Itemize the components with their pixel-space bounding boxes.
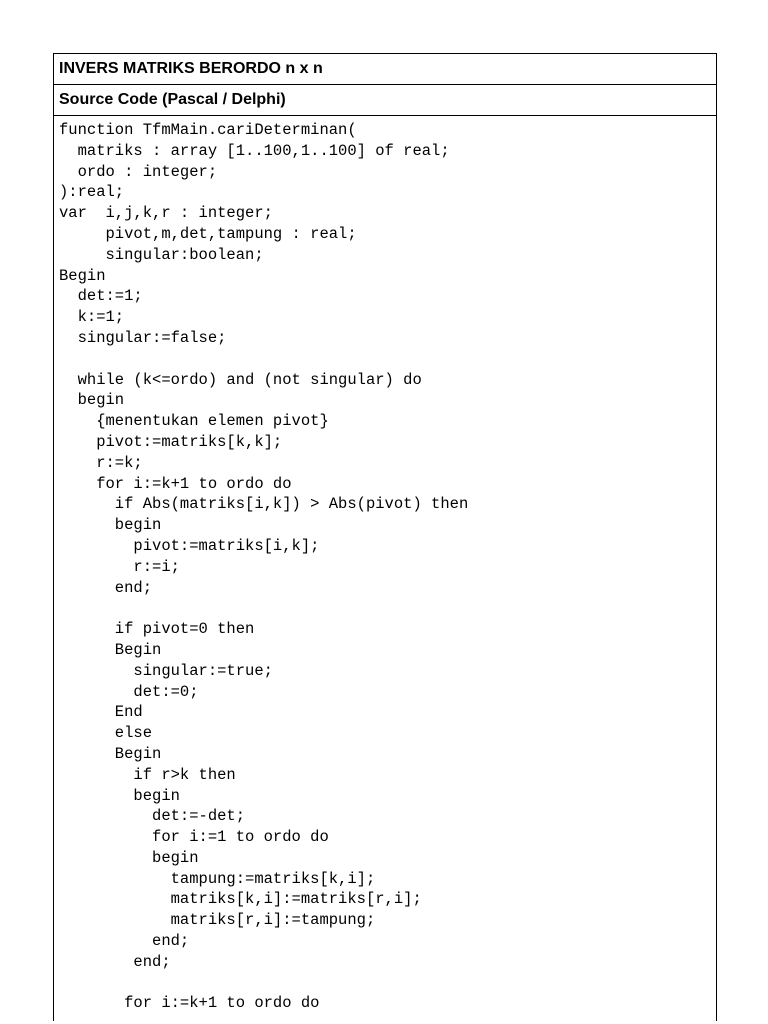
code-line: matriks[r,i]:=tampung; [59,911,376,930]
code-line: if pivot=0 then [59,620,255,639]
code-line: begin [59,786,180,805]
code-line: begin [59,391,125,410]
code-line: r:=i; [59,557,180,576]
code-line: pivot:=matriks[i,k]; [59,536,320,555]
code-line: begin [59,848,199,867]
code-line: singular:=false; [59,328,227,347]
code-line: Begin [59,266,106,285]
code-line: end; [59,578,153,597]
code-line: if Abs(matriks[i,k]) > Abs(pivot) then [59,495,469,514]
code-line: pivot,m,det,tampung : real; [59,224,357,243]
code-line: else [59,724,153,743]
code-line: Begin [59,744,162,763]
document-subtitle: Source Code (Pascal / Delphi) [54,85,716,116]
code-line: for i:=k+1 to ordo do [59,474,292,493]
code-line: Begin [59,640,162,659]
code-line: end; [59,952,171,971]
code-line: ordo : integer; [59,162,218,181]
code-line [59,349,716,370]
code-line: for i:=1 to ordo do [59,828,329,847]
code-line: pivot:=matriks[k,k]; [59,432,283,451]
code-line: while (k<=ordo) and (not singular) do [59,370,422,389]
code-line: {menentukan elemen pivot} [59,412,329,431]
code-line: singular:=true; [59,661,273,680]
code-line: if r>k then [59,765,236,784]
code-line: begin [59,516,162,535]
code-line: r:=k; [59,453,143,472]
code-line [59,598,716,619]
code-line: k:=1; [59,308,125,327]
code-line: End [59,703,143,722]
code-line: end; [59,932,190,951]
code-table [53,53,717,1021]
code-line: det:=0; [59,682,199,701]
code-line: det:=1; [59,287,143,306]
code-line: matriks : array [1..100,1..100] of real; [59,141,450,160]
code-line: function TfmMain.cariDeterminan( [59,121,357,139]
code-line: for i:=k+1 to ordo do [59,994,320,1013]
code-block [54,116,716,1014]
code-line: tampung:=matriks[k,i]; [59,869,376,888]
code-line: ):real; [59,183,125,202]
code-line [59,973,716,994]
code-line: det:=-det; [59,807,246,826]
code-line: singular:boolean; [59,245,264,264]
document-title: INVERS MATRIKS BERORDO n x n [54,54,716,85]
code-line: matriks[k,i]:=matriks[r,i]; [59,890,422,909]
code-line: var i,j,k,r : integer; [59,204,273,223]
